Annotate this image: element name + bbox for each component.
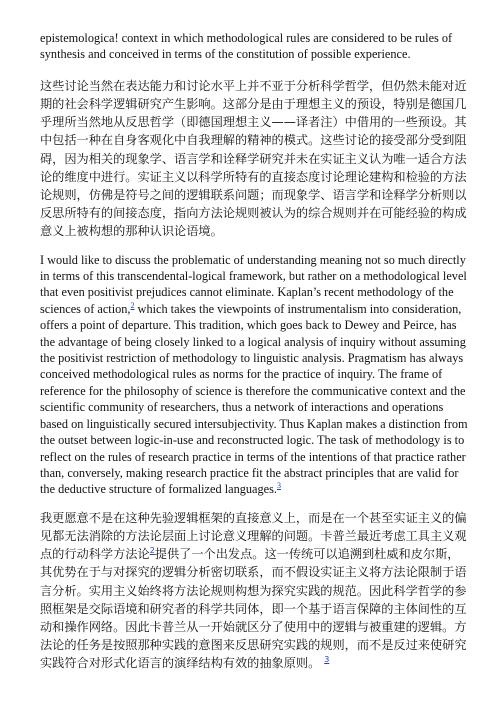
document-page [40, 30, 468, 673]
paragraph-chinese-1: 这些讨论当然在表达能力和讨论水平上并不亚于分析科学哲学，但仍然未能对近期的社会科学逻辑研究产生影响。这部分是由于理想主义的预设，特别是德国几乎理所当然地从反思哲学（即德国理想主义——译者注）中借用的一些预设。其中包括一种在自身客观化中自我理解的精神的模式。这些讨论的接受部分受到阻碍，因为相关的现象学、语言学和诠释学研究并未在实证主义认为唯一适合方法论的维度中进行。实证主义以科学所特有的直接态度讨论理论建构和检验的方法论规则，仿佛是符号之间的逻辑联系问题；而现象学、语言学和诠释学分析则以反思所特有的间接态度，指向方法论规则被认为的综合规则并在可能经验的构成意义上被构想的那种认识论语境。 [40, 78, 467, 239]
paragraph-chinese-2 [40, 509, 468, 673]
paragraph-text-segment: which takes the viewpoints of instrumentalism into consideration, offers a point of departure. This tradition, which goes back to Dewey and Peirce, has the advantage of being closely linked to a logical analysis of inquiry without assuming the positivist restriction of methodology to linguistic analysis. Pragmatism has always conceived methodological rules as norms for the practice of inquiry. The frame of reference for the philosophy of science is therefore the communicative context and the scientific community of researchers, thus a network of interactions and operations based on linguistically secured intersubjectivity. Thus Kaplan makes a distinction from the outset between logic-in-use and reconstructed logic. The task of methodology is to reflect on the rules of research practice in terms of the intentions of that practice rather than, conversely, making research practice fit the abstract principles that are valid for the deductive structure of formalized languages. [40, 301, 468, 497]
footnote-link-2[interactable]: 2 [130, 300, 135, 310]
footnote-link-2[interactable]: 2 [149, 546, 155, 556]
footnote-link-3[interactable]: 3 [276, 481, 281, 491]
paragraph-text-segment: I would like to discuss the problematic of understanding meaning not so much directly in terms of this transcendental-logical framework, but rather on a methodological level that even positivist prejudices cannot eliminate. Kaplan’s recent methodology of the sciences of action, [40, 252, 467, 316]
paragraph-text-segment: 我更愿意不是在这种先验逻辑框架的直接意义上，而是在一个甚至实证主义的偏见都无法消除的方法论层面上讨论意义理解的问题。卡普兰最近考虑工具主义观点的行动科学方法论 [40, 510, 467, 562]
paragraph-text-segment: 提供了一个出发点。这一传统可以追溯到杜威和皮尔斯，其优势在于与对探究的逻辑分析密切联系，而不假设实证主义将方法论限制于语言分析。实用主义始终将方法论规则构想为探究实践的规范。因此科学哲学的参照框架是交际语境和研究者的科学共同体，即一个基于语言保障的主体间性的互动和操作网络。因此卡普兰从一开始就区分了使用中的逻辑与被重建的逻辑。方法论的任务是按照那种实践的意图来反思研究实践的规则，而不是反过来使研究实践符合对形式化语言的演绎结构有效的抽象原则。 [40, 547, 467, 671]
footnote-link-3[interactable]: 3 [324, 655, 330, 665]
paragraph-english-1: epistemologica! context in which methodological rules are considered to be rules of synthesis and conceived in terms of the constitution of possible experience. [40, 31, 453, 62]
footnote-ref [324, 655, 329, 664]
footnote-ref [277, 481, 281, 490]
paragraph-english-2 [40, 252, 468, 498]
